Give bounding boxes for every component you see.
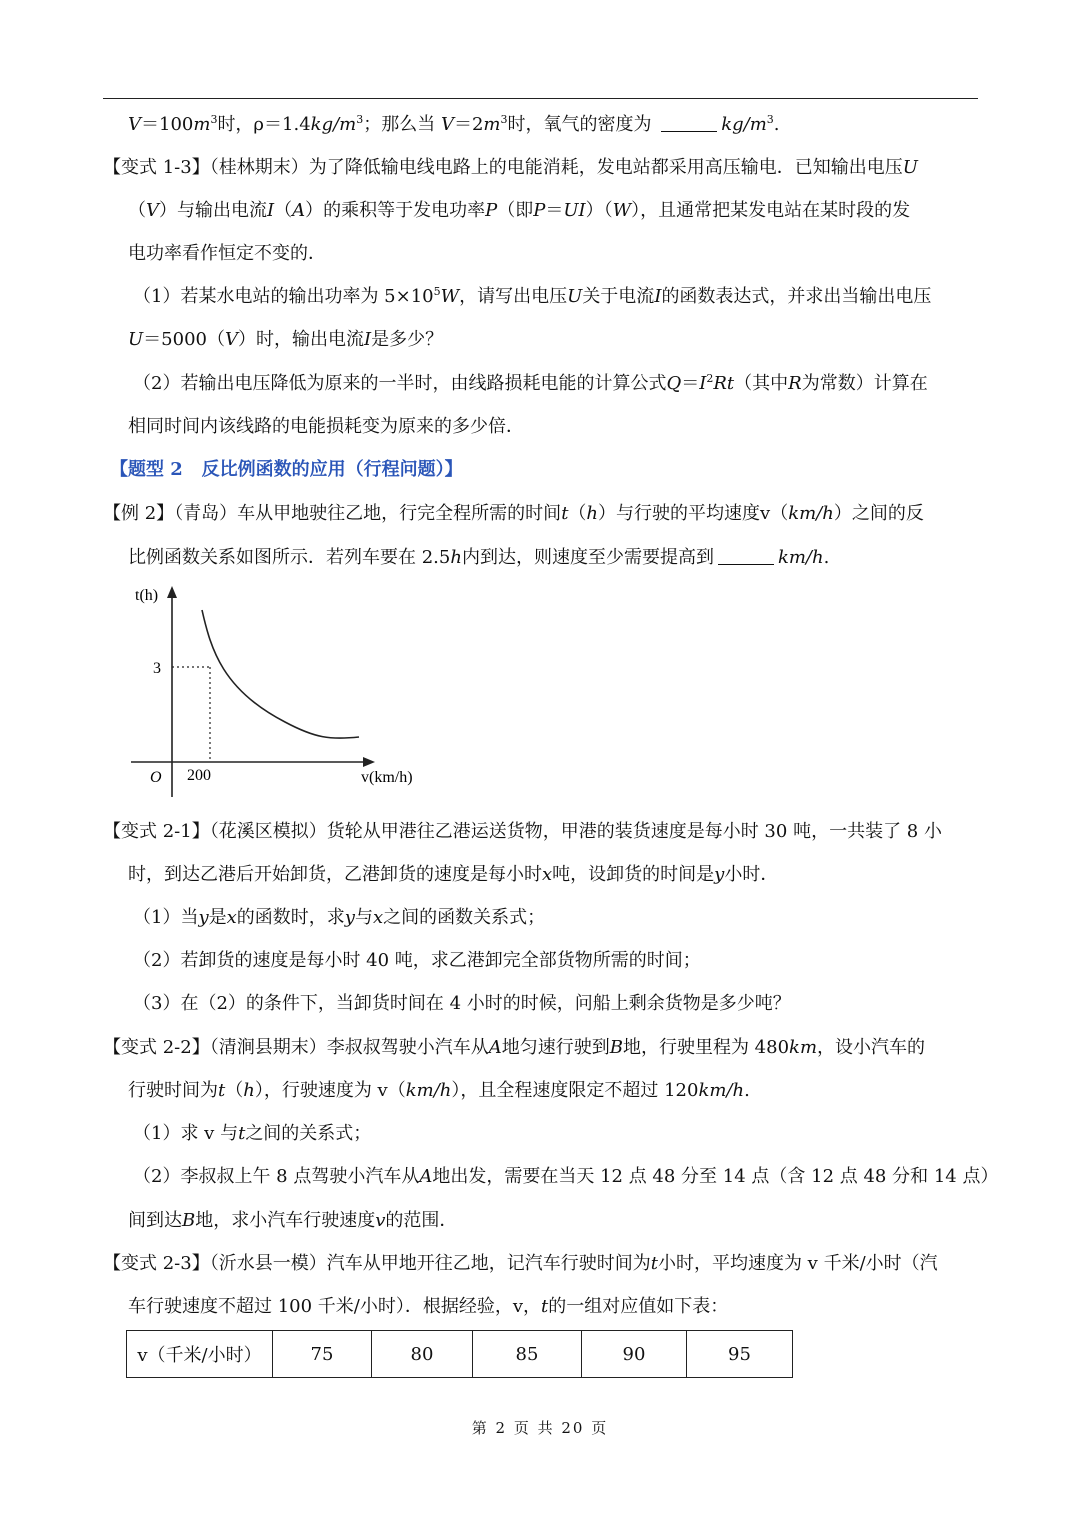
text: 之间的函数关系式； — [383, 907, 546, 928]
variant-1-3-line2 — [128, 199, 910, 223]
text: 时，到达乙港后开始卸货，乙港卸货的速度是每小时 — [128, 864, 542, 885]
variant-1-3-line3 — [128, 242, 326, 266]
var: UI — [563, 200, 586, 221]
x-axis-arrow-icon — [363, 757, 375, 767]
var: V — [146, 200, 159, 221]
variant-2-2-q1 — [133, 1122, 371, 1146]
text: （2）若输出电压降低为原来的一半时，由线路损耗电能的计算公式 — [133, 373, 667, 394]
text: （即 — [497, 200, 534, 221]
var: h — [586, 503, 599, 524]
text: 行驶时间为 — [128, 1080, 218, 1101]
text: 时，ρ＝1.4 — [217, 114, 311, 135]
text: . — [744, 1080, 750, 1101]
example-2-line2 — [128, 546, 829, 570]
variant-2-2-q2 — [133, 1165, 998, 1189]
var: x — [226, 907, 237, 928]
var: t — [561, 503, 569, 524]
var: km/h — [698, 1080, 745, 1101]
text: 关于电流 — [582, 286, 655, 307]
text: （其中 — [734, 373, 789, 394]
var: I — [654, 286, 662, 307]
section-title: 反比例函数的应用（行程问题）】 — [201, 459, 463, 480]
var: A — [419, 1166, 433, 1187]
exp: 3 — [356, 113, 364, 126]
table-cell: 80 — [372, 1331, 473, 1378]
variant-2-1-line1 — [103, 820, 942, 844]
var: h — [243, 1080, 255, 1101]
answer-blank — [718, 548, 774, 565]
var: U — [902, 157, 918, 178]
answer-blank — [661, 115, 717, 132]
variant-2-1-q3 — [133, 992, 791, 1016]
text: 地，行驶里程为 480 — [622, 1037, 790, 1058]
variant-1-3-q2-cont — [128, 415, 524, 439]
var: Rt — [713, 373, 735, 394]
text: . — [823, 547, 830, 568]
text: ），行驶速度为 v（ — [254, 1080, 406, 1101]
y-axis-label: t(h) — [135, 587, 159, 604]
unit: m — [193, 114, 211, 135]
hyperbola-curve — [202, 610, 359, 738]
var: B — [182, 1210, 196, 1231]
inverse-function-graph — [125, 580, 425, 802]
y-axis-arrow-icon — [167, 586, 177, 598]
text: ，设小汽车的 — [817, 1037, 926, 1058]
var: x — [542, 864, 553, 885]
var: W — [440, 286, 460, 307]
var: U — [567, 286, 583, 307]
text: 小时． — [724, 864, 779, 885]
var: B — [609, 1037, 623, 1058]
oxygen-density-line — [128, 113, 780, 137]
text: 地，求小汽车行驶速度 — [195, 1210, 376, 1231]
table-cell: 85 — [473, 1331, 582, 1378]
text: ），且通常把某发电站在某时段的发 — [631, 200, 911, 221]
problem-tag: 【变式 2-3】 — [103, 1253, 210, 1274]
variant-2-1-line2 — [128, 863, 778, 887]
text: 为常数）计算在 — [801, 373, 928, 394]
var: km/h — [405, 1080, 452, 1101]
variant-2-1-q1 — [133, 906, 545, 930]
problem-tag: 【变式 2-2】 — [103, 1037, 210, 1058]
text: 时，氧气的密度为 — [507, 114, 652, 135]
variant-1-3-q2 — [133, 372, 928, 396]
text: 地出发，需要在当天 12 点 48 分至 14 点（含 12 点 48 分和 14 点） — [432, 1166, 999, 1187]
unit: kg/m — [310, 114, 357, 135]
text: ，请写出电压 — [459, 286, 568, 307]
text: ；那么当 — [363, 114, 436, 135]
var: km/h — [788, 503, 834, 524]
var: y — [198, 907, 209, 928]
text: 与 — [354, 907, 373, 928]
text: ＝5000（ — [143, 329, 225, 350]
var: V — [440, 114, 454, 135]
var: V — [128, 114, 141, 135]
text: （ — [128, 200, 146, 221]
text: （ — [225, 1080, 244, 1101]
variant-2-2-q2-cont — [128, 1209, 457, 1233]
var: I — [699, 373, 707, 394]
exp: 5 — [433, 285, 441, 298]
unit: m — [483, 114, 501, 135]
exp: 3 — [210, 113, 218, 126]
text: 地匀速行驶到 — [501, 1037, 610, 1058]
text: 的一组对应值如下表： — [548, 1296, 729, 1317]
text: （青岛）车从甲地驶往乙地，行完全程所需的时间 — [174, 503, 562, 524]
text: ＝ — [681, 373, 700, 394]
var: km — [789, 1037, 818, 1058]
var: I — [363, 329, 372, 350]
problem-tag: 【例 2】 — [103, 503, 175, 524]
var: U — [128, 329, 144, 350]
text: ）与行驶的平均速度 — [598, 503, 761, 524]
text: （沂水县一模）汽车从甲地开往乙地，记汽车行驶时间为 — [209, 1253, 651, 1274]
text: ＝ — [545, 200, 564, 221]
text: ）与输出电流 — [159, 200, 267, 221]
variant-2-2-line2 — [128, 1079, 750, 1103]
text: （2）李叔叔上午 8 点驾驶小汽车从 — [133, 1166, 420, 1187]
text: ）的乘积等于发电功率 — [305, 200, 486, 221]
text: 车行驶速度不超过 100 千米/小时）．根据经验，v， — [128, 1296, 542, 1317]
text: （ — [770, 503, 789, 524]
text: 电功率看作恒定不变的． — [128, 243, 326, 264]
page-footer: 第 2 页 共 20 页 — [471, 1419, 609, 1437]
text: （ — [568, 503, 587, 524]
table-cell: 75 — [273, 1331, 372, 1378]
text: ）（ — [585, 200, 613, 221]
example-2-line1 — [103, 502, 924, 526]
speed-time-table — [126, 1330, 793, 1378]
text: 之间的关系式； — [245, 1123, 372, 1144]
text: 的函数表达式，并求出当输出电压 — [661, 286, 932, 307]
variant-2-3-line2 — [128, 1295, 728, 1319]
text: ）时，输出电流 — [237, 329, 364, 350]
var: A — [488, 1037, 502, 1058]
variant-1-3-q1-cont — [128, 328, 443, 352]
var: V — [224, 329, 238, 350]
text: 是 — [208, 907, 227, 928]
var: Q — [666, 373, 682, 394]
text: 的函数时，求 — [236, 907, 345, 928]
x-axis-label: v(km/h) — [361, 769, 413, 786]
text: 吨，设卸货的时间是 — [552, 864, 715, 885]
var: t — [238, 1123, 246, 1144]
var: P — [485, 200, 498, 221]
text: 是多少？ — [371, 329, 444, 350]
x-tick-label: 200 — [187, 767, 211, 784]
section-tag: 【题型 2 — [110, 459, 183, 480]
text: ＝2 — [453, 114, 484, 135]
table-cell: 95 — [687, 1331, 793, 1378]
text: 内到达，则速度至少需要提高到 — [461, 547, 714, 568]
unit: kg/m — [721, 114, 767, 135]
text: v — [760, 503, 771, 524]
text: ）之间的反 — [833, 503, 924, 524]
section-heading — [110, 458, 463, 482]
text: （花溪区模拟）货轮从甲港往乙港运送货物，甲港的装货速度是每小时 30 吨，一共装了 8 小 — [209, 821, 942, 842]
var: km/h — [777, 547, 824, 568]
text: 的范围． — [385, 1210, 458, 1231]
variant-2-2-line1 — [103, 1036, 925, 1060]
var: v — [375, 1210, 386, 1231]
var: x — [372, 907, 384, 928]
y-tick-label: 3 — [153, 660, 161, 677]
variant-1-3-q1 — [133, 285, 931, 309]
variant-1-3-line1 — [103, 156, 918, 180]
table-cell: 90 — [582, 1331, 687, 1378]
text: （1）求 v 与 — [133, 1123, 239, 1144]
text: 间到达 — [128, 1210, 182, 1231]
var: I — [267, 200, 275, 221]
text: （清涧县期末）李叔叔驾驶小汽车从 — [209, 1037, 489, 1058]
text: ＝100 — [141, 114, 194, 135]
var: P — [533, 200, 546, 221]
table-header-cell: v（千米/小时） — [127, 1331, 273, 1378]
exp: 2 — [706, 372, 714, 385]
text: （1）当 — [133, 907, 199, 928]
var: R — [788, 373, 802, 394]
text: （ — [274, 200, 293, 221]
header-rule — [103, 98, 978, 99]
text: 相同时间内该线路的电能损耗变为原来的多少倍． — [128, 416, 524, 437]
origin-label: O — [150, 769, 162, 786]
text: . — [773, 114, 780, 135]
var: y — [714, 864, 725, 885]
text: （1）若某水电站的输出功率为 5×10 — [133, 286, 434, 307]
variant-2-1-q2 — [133, 949, 701, 973]
var: W — [612, 200, 632, 221]
var: t — [218, 1080, 226, 1101]
text: （2）若卸货的速度是每小时 40 吨，求乙港卸完全部货物所需的时间； — [133, 950, 701, 971]
text: （3）在（2）的条件下，当卸货时间在 4 小时的时候，问船上剩余货物是多少吨？ — [133, 993, 791, 1014]
var: y — [344, 907, 355, 928]
problem-tag: 【变式 1-3】 — [103, 157, 210, 178]
exp: 3 — [500, 113, 508, 126]
text: 小时，平均速度为 v 千米/小时（汽 — [657, 1253, 938, 1274]
var: t — [650, 1253, 658, 1274]
text: ），且全程速度限定不超过 120 — [451, 1080, 699, 1101]
var: A — [292, 200, 306, 221]
table-row — [127, 1331, 793, 1378]
var: t — [541, 1296, 549, 1317]
exp: 3 — [766, 113, 774, 126]
text: 比例函数关系如图所示．若列车要在 2.5 — [128, 547, 451, 568]
problem-tag: 【变式 2-1】 — [103, 821, 210, 842]
text: （桂林期末）为了降低输电线电路上的电能消耗，发电站都采用高压输电．已知输出电压 — [209, 157, 903, 178]
variant-2-3-line1 — [103, 1252, 938, 1276]
var: h — [450, 547, 462, 568]
